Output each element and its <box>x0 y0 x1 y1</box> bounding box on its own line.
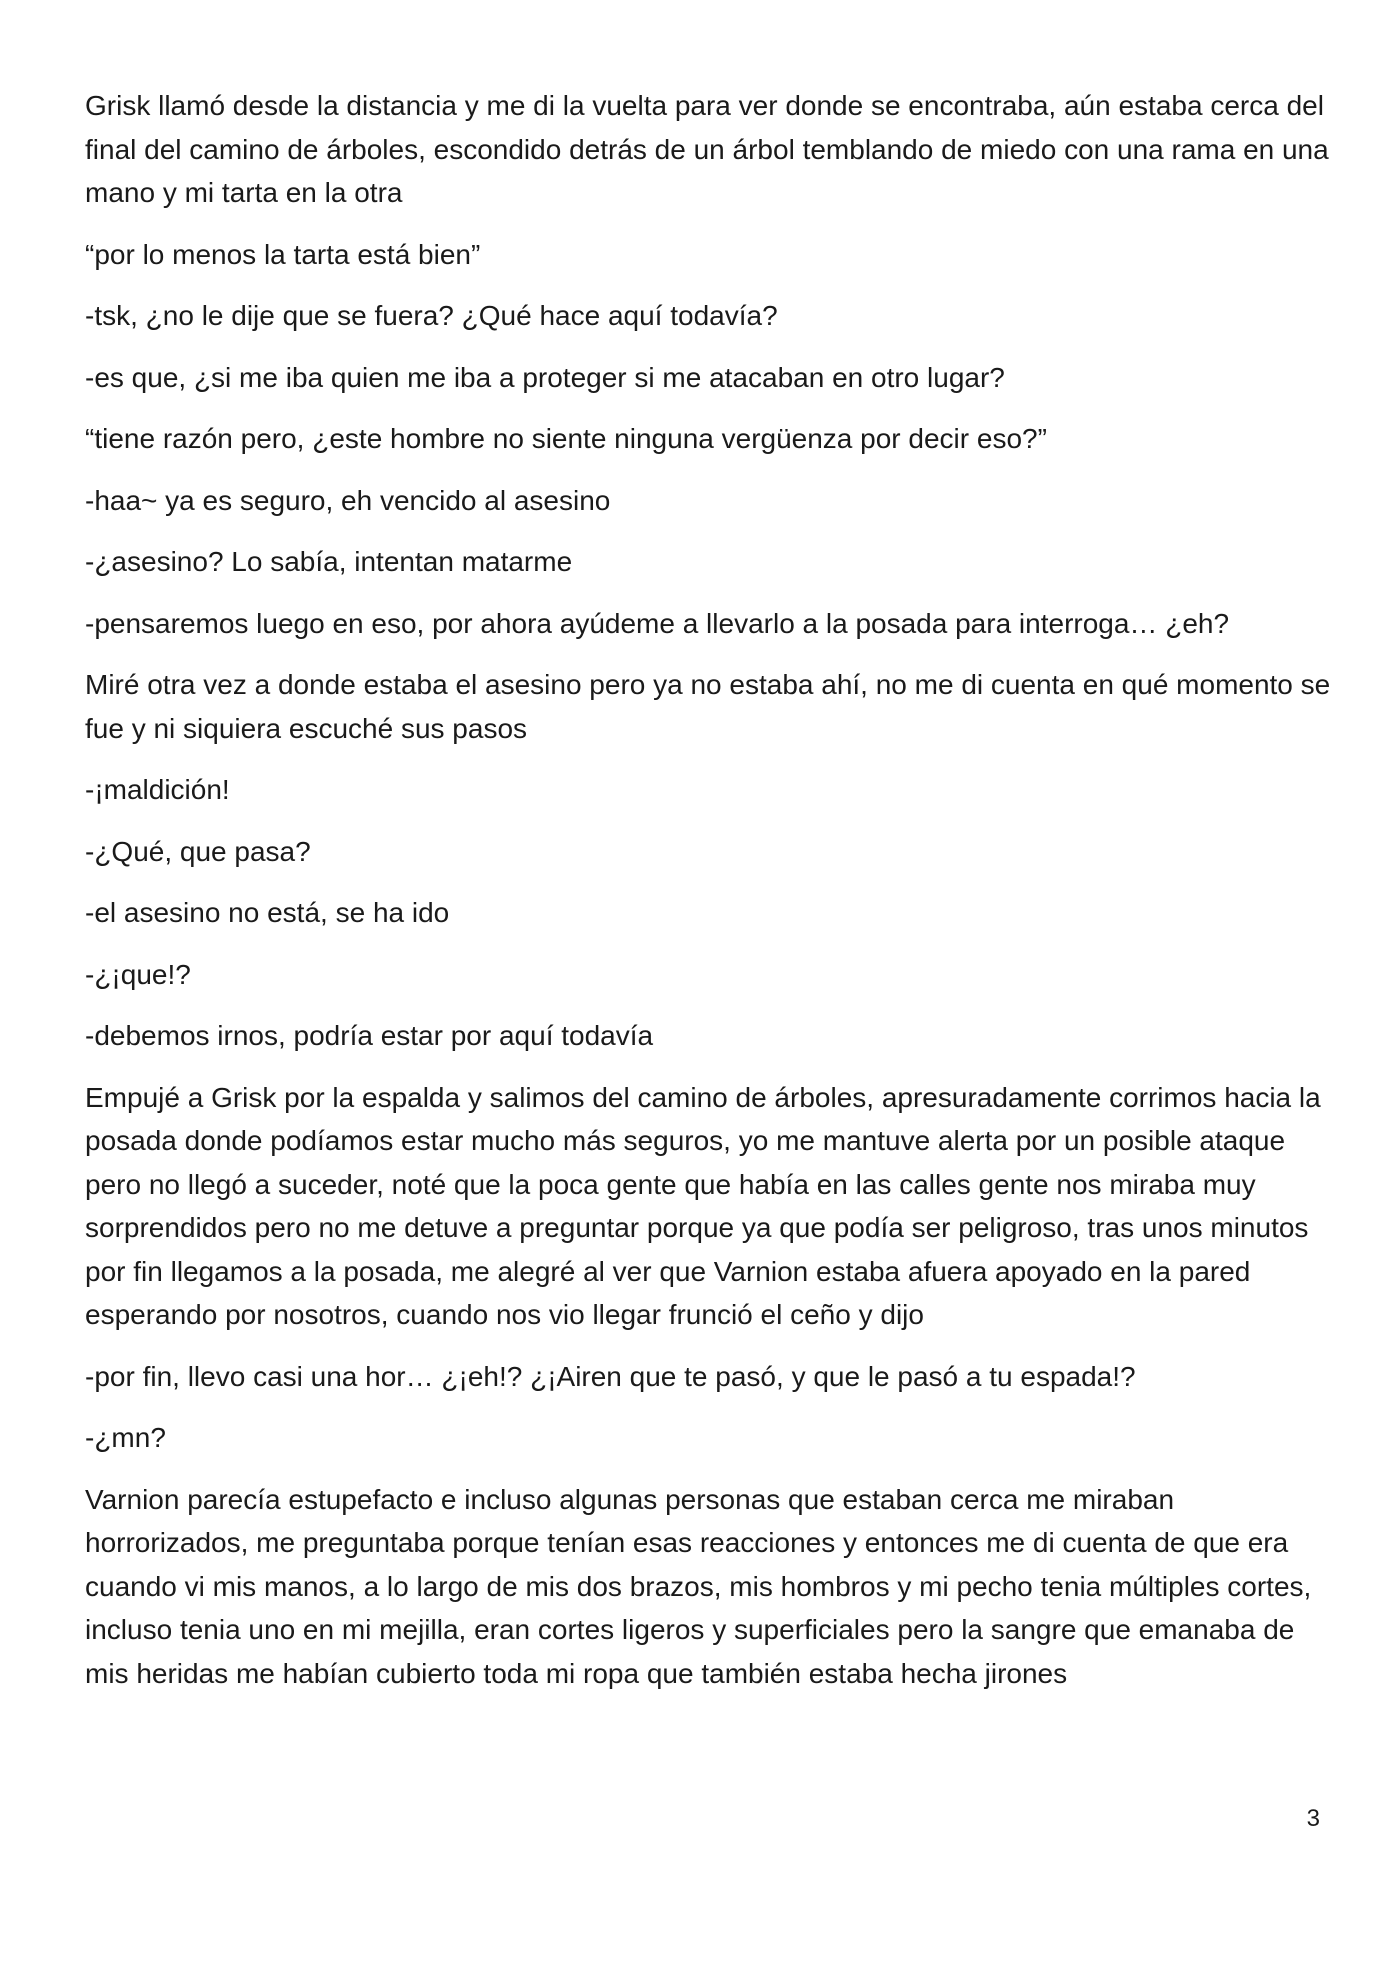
paragraph-4: -es que, ¿si me iba quien me iba a proteger si me atacaban en otro lugar? <box>85 361 1005 393</box>
paragraph-5: “tiene razón pero, ¿este hombre no siente ninguna vergüenza por decir eso?” <box>85 423 1047 454</box>
paragraph-6: -haa~ ya es seguro, eh vencido al asesino <box>85 484 611 516</box>
paragraph-2: “por lo menos la tarta está bien” <box>85 238 481 270</box>
paragraph-8: -pensaremos luego en eso, por ahora ayúdeme a llevarlo a la posada para interroga… ¿eh? <box>85 607 1230 639</box>
paragraph-17: -¿mn? <box>85 1422 166 1453</box>
paragraph-15: Empujé a Grisk por la espalda y salimos del camino de árboles, apresuradamente corrimos hacia la posada donde podíamos estar mucho más seguros, yo me mantuve alerta por un posible ataque pero no llegó a suceder, noté que la poca gente que había en las calles gente nos miraba muy sorprendidos pero no me detuve a preguntar porque ya que podía ser peligroso, tras unos minutos por fin llegamos a la posada, me alegré al ver que Varnion estaba afuera apoyado en la pared esperando por nosotros, cuando nos vio llegar frunció el ceño y dijo <box>85 1081 1321 1330</box>
document-body <box>85 84 1345 1713</box>
paragraph-1: Grisk llamó desde la distancia y me di la vuelta para ver donde se encontraba, aún estaba cerca del final del camino de árboles, escondido detrás de un árbol temblando de miedo con una rama en una mano y mi tarta en la otra <box>85 90 1329 208</box>
page-number: 3 <box>1306 1805 1320 1832</box>
paragraph-11: -¿Qué, que pasa? <box>85 835 311 867</box>
paragraph-18: Varnion parecía estupefacto e incluso algunas personas que estaban cerca me miraban horrorizados, me preguntaba porque tenían esas reacciones y entonces me di cuenta de que era cuando vi mis manos, a lo largo de mis dos brazos, mis hombros y mi pecho tenia múltiples cortes, incluso tenia uno en mi mejilla, eran cortes ligeros y superficiales pero la sangre que emanaba de mis heridas me habían cubierto toda mi ropa que también estaba hecha jirones <box>85 1483 1312 1689</box>
paragraph-16: -por fin, llevo casi una hor… ¿¡eh!? ¿¡Airen que te pasó, y que le pasó a tu espada!? <box>85 1360 1136 1392</box>
paragraph-7: -¿asesino? Lo sabía, intentan matarme <box>85 546 573 577</box>
paragraph-3: -tsk, ¿no le dije que se fuera? ¿Qué hace aquí todavía? <box>85 300 778 331</box>
paragraph-13: -¿¡que!? <box>85 958 191 990</box>
paragraph-12: -el asesino no está, se ha ido <box>85 897 450 928</box>
paragraph-10: -¡maldición! <box>85 774 230 805</box>
paragraph-9: Miré otra vez a donde estaba el asesino pero ya no estaba ahí, no me di cuenta en qué momento se fue y ni siquiera escuché sus pasos <box>85 669 1331 744</box>
paragraph-14: -debemos irnos, podría estar por aquí todavía <box>85 1020 654 1051</box>
